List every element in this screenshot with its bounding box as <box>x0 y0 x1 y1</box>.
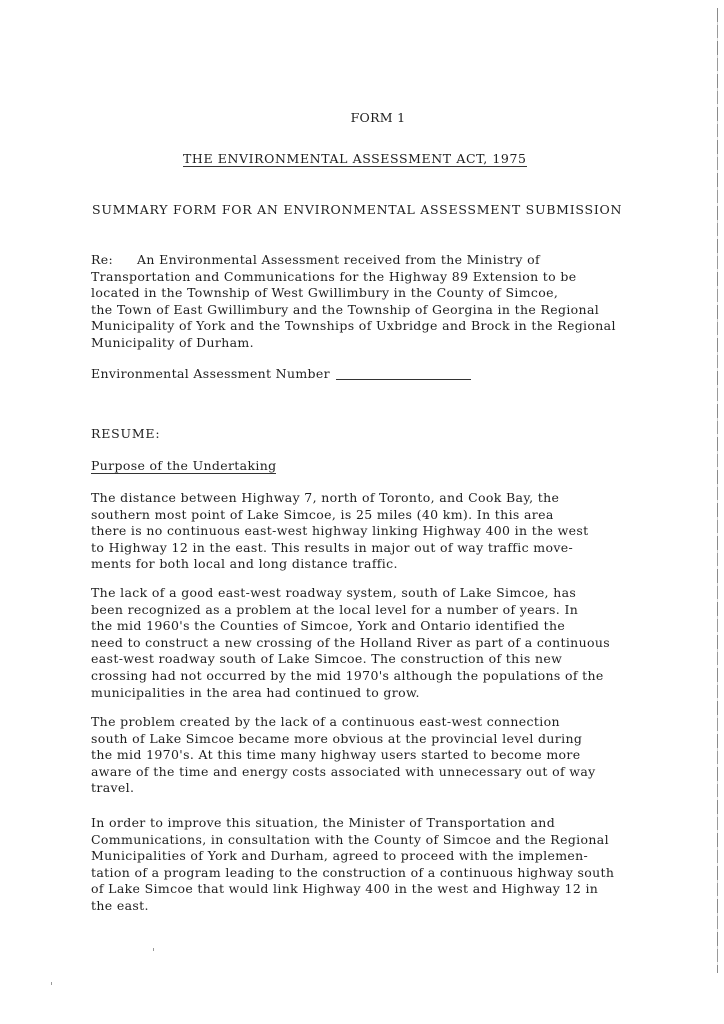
paragraph-line: south of Lake Simcoe became more obvious at the provincial level during <box>91 730 583 746</box>
paragraph-3 <box>91 714 596 797</box>
ea-number-blank <box>336 366 471 380</box>
paragraph-line: The problem created by the lack of a continuous east-west connection <box>91 714 560 729</box>
resume-heading: RESUME: <box>91 426 161 441</box>
paragraph-line: southern most point of Lake Simcoe, is 25 miles (40 km). In this area <box>91 506 554 522</box>
paragraph-line: the east. <box>91 897 149 913</box>
paragraph-4 <box>91 815 614 915</box>
re-line <box>91 252 616 269</box>
re-line: Municipality of York and the Townships of Uxbridge and Brock in the Regional <box>91 318 616 334</box>
re-line: Transportation and Communications for the Highway 89 Extension to be <box>91 268 577 284</box>
ea-number-label: Environmental Assessment Number <box>91 366 330 381</box>
paragraph-line: Municipalities of York and Durham, agreed to proceed with the implemen- <box>91 848 589 864</box>
ea-number-field <box>91 366 471 383</box>
act-title: THE ENVIRONMENTAL ASSESSMENT ACT, 1975 <box>183 151 527 166</box>
paragraph-line: been recognized as a problem at the local level for a number of years. In <box>91 601 579 617</box>
paragraph-line: tation of a program leading to the construction of a continuous highway south <box>91 864 615 880</box>
section-heading-purpose: Purpose of the Undertaking <box>91 458 277 473</box>
re-block <box>91 252 616 352</box>
scan-speck <box>51 982 52 985</box>
re-label: Re: <box>91 252 114 267</box>
re-line: located in the Township of West Gwillimbury in the County of Simcoe, <box>91 285 559 301</box>
paragraph-line: east-west roadway south of Lake Simcoe. The construction of this new <box>91 651 563 667</box>
paragraph-line: need to construct a new crossing of the Holland River as part of a continuous <box>91 634 611 650</box>
paragraph-line: municipalities in the area had continued to grow. <box>91 684 420 700</box>
paragraph-line: there is no continuous east-west highway linking Highway 400 in the west <box>91 523 589 539</box>
scan-edge-artifact <box>717 8 718 973</box>
summary-title: SUMMARY FORM FOR AN ENVIRONMENTAL ASSESSMENT SUBMISSION <box>92 202 623 217</box>
paragraph-line: Communications, in consultation with the County of Simcoe and the Regional <box>91 831 609 847</box>
paragraph-line: of Lake Simcoe that would link Highway 400 in the west and Highway 12 in <box>91 881 599 897</box>
paragraph-line: aware of the time and energy costs associated with unnecessary out of way <box>91 763 596 779</box>
paragraph-line: the mid 1970's. At this time many highway users started to become more <box>91 747 581 763</box>
re-line: Municipality of Durham. <box>91 334 254 350</box>
re-line-text: An Environmental Assessment received from the Ministry of <box>137 252 540 267</box>
scan-speck <box>153 948 154 951</box>
paragraph-line: ments for both local and long distance traffic. <box>91 556 398 572</box>
paragraph-line: In order to improve this situation, the Minister of Transportation and <box>91 815 556 830</box>
paragraph-line: travel. <box>91 780 135 796</box>
paragraph-line: The distance between Highway 7, north of Toronto, and Cook Bay, the <box>91 490 560 505</box>
paragraph-line: the mid 1960's the Counties of Simcoe, York and Ontario identified the <box>91 618 566 634</box>
paragraph-line: The lack of a good east-west roadway system, south of Lake Simcoe, has <box>91 585 577 600</box>
form-number: FORM 1 <box>350 110 406 125</box>
re-line: the Town of East Gwillimbury and the Township of Georgina in the Regional <box>91 301 600 317</box>
paragraph-line: to Highway 12 in the east. This results in major out of way traffic move- <box>91 539 574 555</box>
paragraph-1 <box>91 490 589 573</box>
paragraph-2 <box>91 585 610 701</box>
paragraph-line: crossing had not occurred by the mid 1970's although the populations of the <box>91 667 604 683</box>
